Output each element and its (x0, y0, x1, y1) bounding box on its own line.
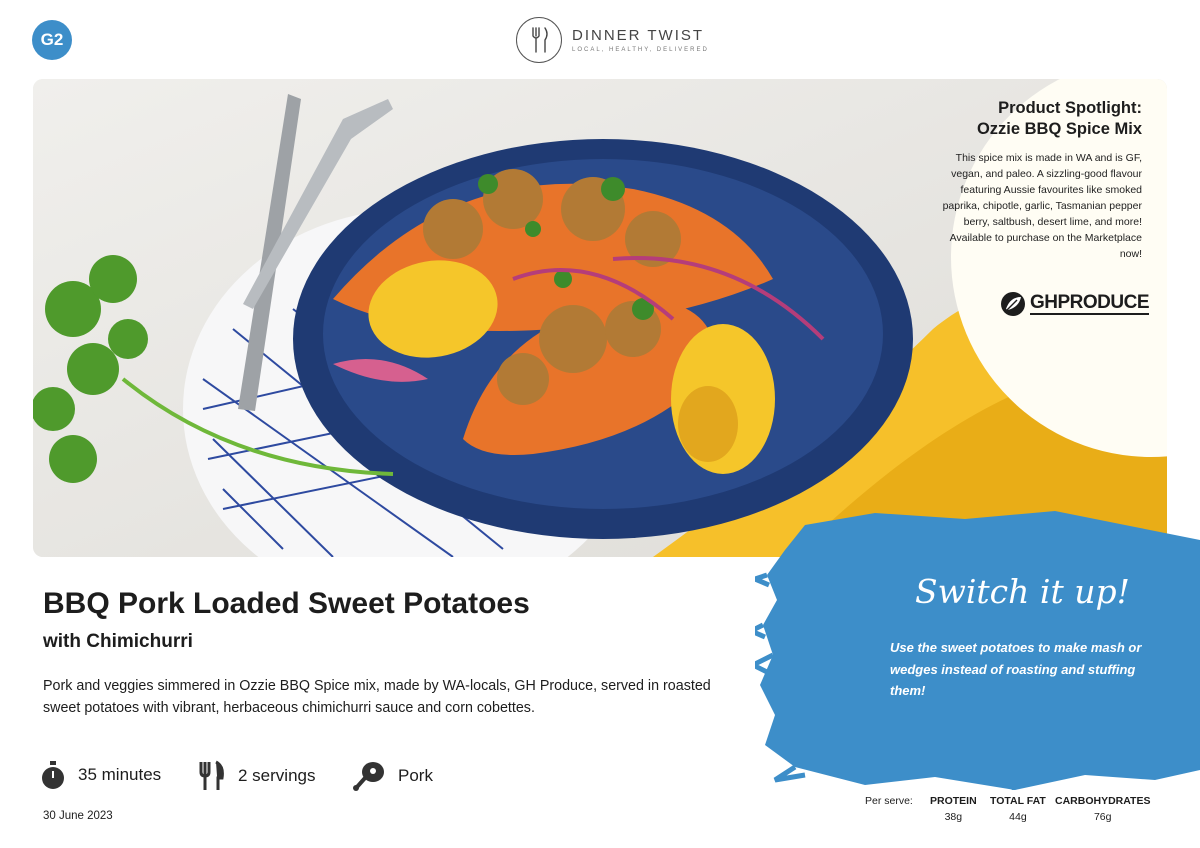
nutrition-total-fat (990, 795, 1046, 823)
brand-logo (516, 16, 709, 64)
spotlight-title-line1: Product Spotlight: (998, 99, 1142, 117)
brand-tagline: LOCAL, HEALTHY, DELIVERED (572, 47, 709, 53)
protein-type-value: Pork (398, 766, 433, 785)
gh-produce-wordmark: GHPRODUCE (1030, 292, 1150, 313)
per-serve-label: Per serve: (865, 795, 913, 807)
servings (198, 760, 315, 792)
brand-name: DINNER TWIST (572, 27, 705, 44)
recipe-date: 30 June 2023 (43, 810, 113, 822)
stopwatch-icon (40, 760, 66, 790)
gh-produce-logo (1000, 291, 1149, 317)
recipe-description: Pork and veggies simmered in Ozzie BBQ Spice mix, made by WA-locals, GH Produce, served in roasted sweet potatoes with vibrant, herbaceous chimichurri sauce and corn cobettes. (43, 678, 711, 716)
spotlight-title-line2: Ozzie BBQ Spice Mix (976, 120, 1142, 138)
nutrition-name: CARBOHYDRATES (1055, 795, 1151, 807)
recipe-title: BBQ Pork Loaded Sweet Potatoes (43, 587, 530, 620)
cook-time (40, 760, 161, 790)
switch-it-up-body: Use the sweet potatoes to make mash or wedges instead of roasting and stuffing them! (890, 640, 1142, 698)
nutrition-protein (930, 795, 977, 823)
cook-time-value: 35 minutes (78, 765, 162, 784)
page-badge: G2 (32, 20, 72, 60)
spotlight-body: This spice mix is made in WA and is GF, vegan, and paleo. A sizzling-good flavour featuring Aussie favourites like smoked paprika, chipotle, garlic, Tasmanian pepper berry, saltbush, desert lime, and more! Available to purchase on the Marketplace now! (942, 152, 1142, 260)
recipe-subtitle: with Chimichurri (43, 631, 193, 652)
switch-it-up-title: Switch it up! (915, 572, 1130, 611)
nutrition-name: PROTEIN (930, 795, 977, 807)
product-spotlight (930, 98, 1142, 262)
fork-knife-icon (198, 760, 226, 792)
protein-type (352, 760, 433, 792)
servings-value: 2 servings (238, 766, 316, 785)
fork-knife-icon (516, 17, 562, 63)
leaf-icon (1000, 291, 1026, 317)
nutrition-value: 76g (1093, 811, 1112, 823)
nutrition-value: 38g (944, 811, 963, 823)
meat-leg-icon (352, 760, 386, 792)
nutrition-carbohydrates (1055, 795, 1150, 823)
nutrition-name: TOTAL FAT (990, 795, 1046, 807)
nutrition-value: 44g (1009, 811, 1027, 823)
